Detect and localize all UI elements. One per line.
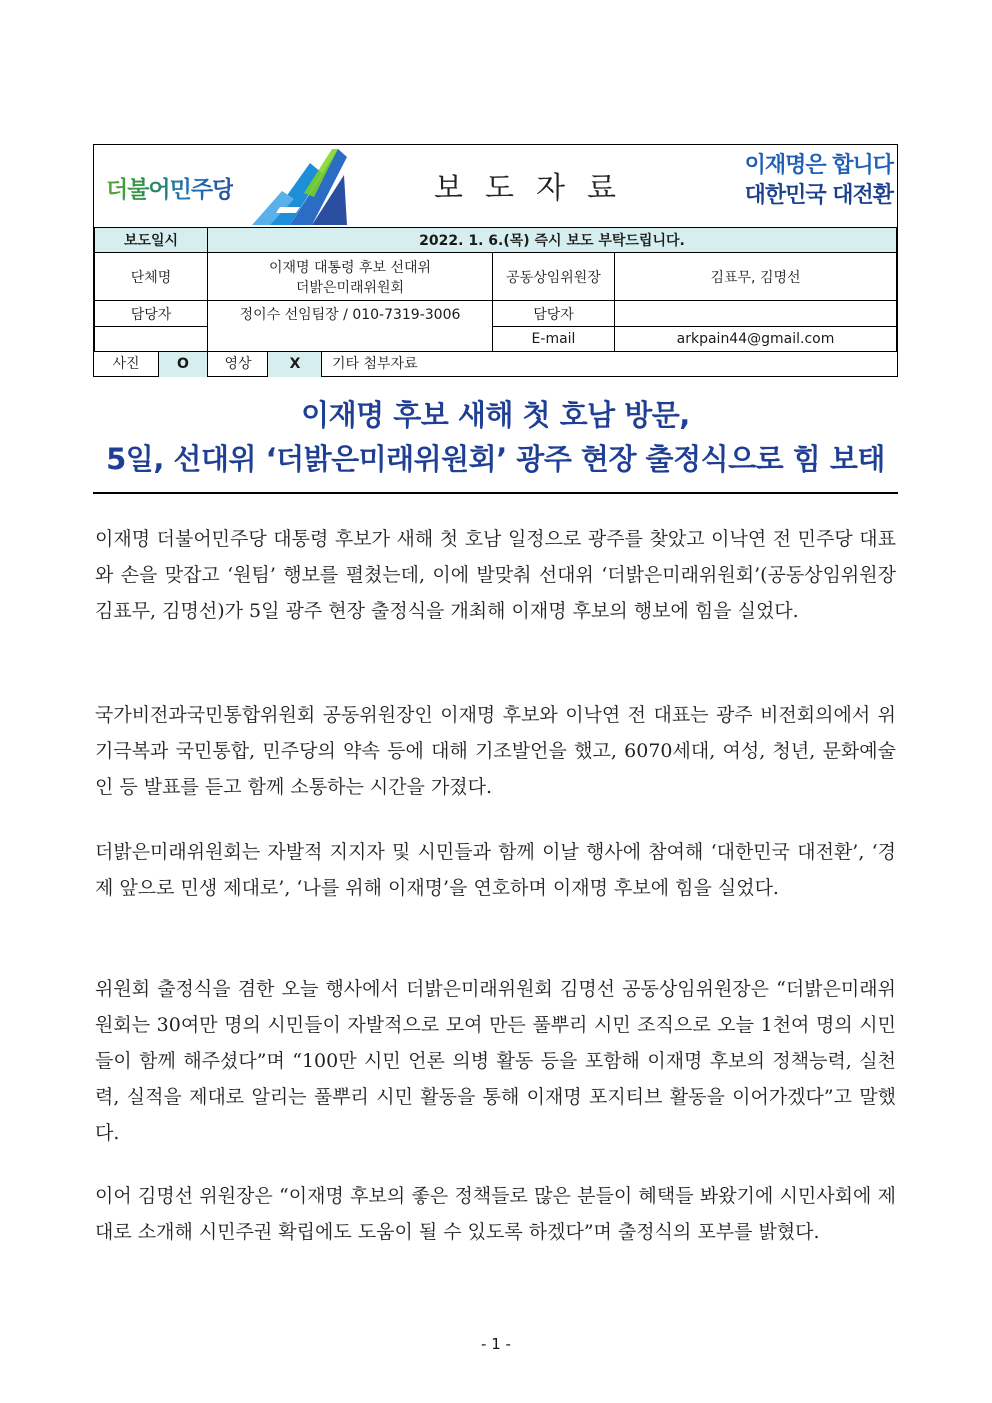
org-value-line-2: 더밝은미래위원회 xyxy=(295,279,405,296)
org-value-line-1: 이재명 대통령 후보 선대위 xyxy=(268,259,432,276)
email-value[interactable]: arkpain44@gmail.com xyxy=(615,327,897,352)
contact-value-2 xyxy=(615,301,897,327)
contact-row xyxy=(95,301,897,327)
press-release-title: 보도자료 xyxy=(434,171,638,206)
blank-cell xyxy=(95,327,208,352)
email-label: E-mail xyxy=(493,327,615,352)
body-paragraph-3: 더밝은미래위원회는 자발적 지지자 및 시민들과 함께 이날 행사에 참여해 ‘대한민국 대전환’, ‘경제 앞으로 민생 제대로’, ‘나를 위해 이재명’을 연호하며 이재명 후보에 힘을 실었다. xyxy=(95,841,896,899)
chair-label: 공동상임위원장 xyxy=(493,253,615,301)
slogan-line-1: 이재명은 합니다 xyxy=(744,153,893,178)
body-paragraph-1: 이재명 더불어민주당 대통령 후보가 새해 첫 호남 일정으로 광주를 찾았고 이낙연 전 민주당 대표와 손을 맞잡고 ‘원팀’ 행보를 펼쳤는데, 이에 발맞춰 선대위 ‘더밝은미래위원회’(공동상임위원장 김표무, 김명선)가 5일 광주 현장 출정식을 개최해 이재명 후보의 행보에 힘을 실었다. xyxy=(95,528,896,622)
org-row xyxy=(95,253,897,301)
release-row xyxy=(95,228,897,253)
release-label: 보도일시 xyxy=(95,228,208,253)
headline-line-1: 이재명 후보 새해 첫 호남 방문, xyxy=(301,398,690,432)
header-banner xyxy=(94,145,897,228)
slogan-line-2: 대한민국 대전환 xyxy=(744,183,893,208)
party-logo: 더불어민주당 xyxy=(106,171,233,204)
headline-line-2: 5일, 선대위 ‘더밝은미래위원회’ 광주 현장 출정식으로 힘 보태 xyxy=(106,442,885,476)
photo-label: 사진 xyxy=(112,356,140,372)
body-paragraph-4: 위원회 출정식을 겸한 오늘 행사에서 더밝은미래위원회 김명선 공동상임위원장은 “더밝은미래위원회는 30여만 명의 시민들이 자발적으로 모여 만든 풀뿌리 시민 조직으로 오늘 1천여 명의 시민들이 함께 해주셨다”며 “100만 시민 언론 의병 활동 등을 포함해 이재명 후보의 정책능력, 실천력, 실적을 제대로 알리는 풀뿌리 시민 활동을 통해 이재명 포지티브 활동을 이어가겠다”고 말했다. xyxy=(95,978,896,1144)
headline-divider xyxy=(93,492,898,494)
org-label: 단체명 xyxy=(95,253,208,301)
body-paragraph-5: 이어 김명선 위원장은 “이재명 후보의 좋은 정책들로 많은 분들이 혜택들 봐왔기에 시민사회에 제대로 소개해 시민주권 확립에도 도움이 될 수 있도록 하겠다”며 출정식의 포부를 밝혔다. xyxy=(95,1185,896,1243)
org-value xyxy=(208,253,493,301)
party-emblem-icon xyxy=(252,147,347,225)
release-value: 2022. 1. 6.(목) 즉시 보도 부탁드립니다. xyxy=(208,228,897,253)
contact-label-2: 담당자 xyxy=(493,301,615,327)
contact-label: 담당자 xyxy=(95,301,208,327)
other-attachments-label: 기타 첨부자료 xyxy=(321,352,632,377)
campaign-slogan xyxy=(745,151,893,211)
photo-value: O xyxy=(158,352,207,377)
page-number: - 1 - xyxy=(481,1335,511,1353)
press-info-table xyxy=(94,227,897,352)
video-value: X xyxy=(267,352,322,377)
attachments-row xyxy=(94,351,897,377)
video-label: 영상 xyxy=(207,352,268,377)
body-paragraph-2: 국가비전과국민통합위원회 공동위원장인 이재명 후보와 이낙연 전 대표는 광주 비전회의에서 위기극복과 국민통합, 민주당의 약속 등에 대해 기조발언을 했고, 6070세대, 여성, 청년, 문화예술인 등 발표를 듣고 함께 소통하는 시간을 가졌다. xyxy=(95,704,896,798)
press-header-box xyxy=(93,144,898,377)
chair-value: 김표무, 김명선 xyxy=(615,253,897,301)
contact-value: 정이수 선임팀장 / 010-7319-3006 xyxy=(208,301,493,352)
